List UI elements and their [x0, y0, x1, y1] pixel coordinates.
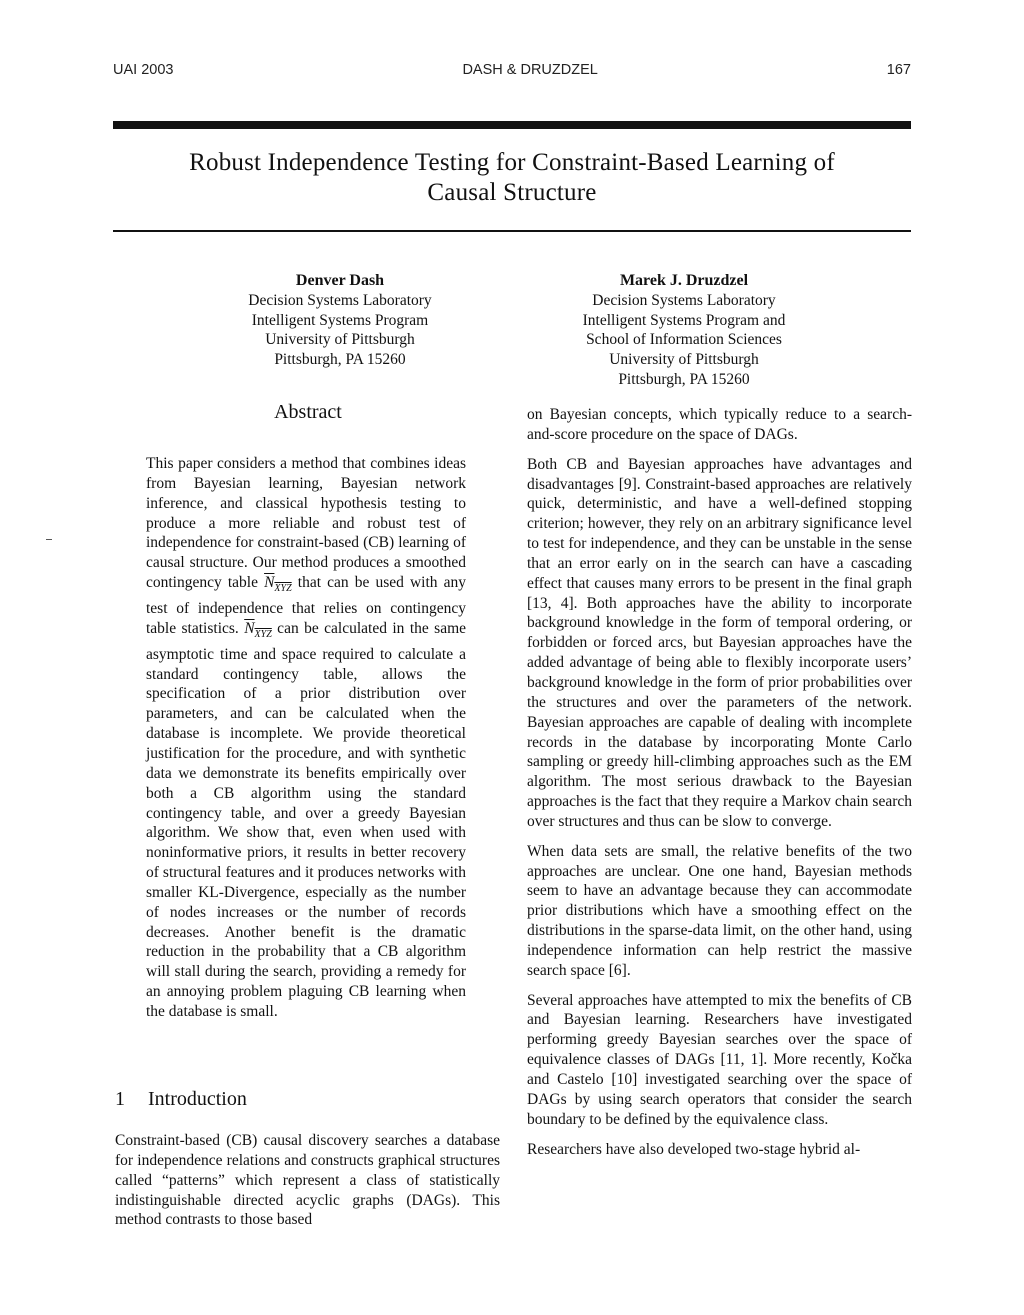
section-number: 1 [115, 1088, 125, 1110]
title-line-2: Causal Structure [427, 179, 597, 206]
author-affiliation: School of Information Sciences [586, 331, 782, 349]
paragraph: When data sets are small, the relative benefits of the two approaches are unclear. One one hand, Bayesian methods seem to have an advantage because they can accommodate prior distributions which have a smoothing effect on the distributions in the sparse-data limit, on the other hand, using independence information can help restrict the massive search space [6]. [527, 842, 912, 979]
title-line-1: Robust Independence Testing for Constraint-Based Learning of [189, 149, 835, 176]
abstract-text-part-3: can be calculated in the same asymptotic time and space required to calculate a standard contingency table, allows the specification of a prior distribution over parameters, and can be calculated when the database is incomplete. We provide theoretical justification for the procedure, and with synthetic data we demonstrate its benefits empirically over both a CB algorithm using the standard contingency table, and over a greedy Bayesian algorithm. We show that, even when used with noninformative priors, it results in better recovery of structural features and it produces networks with smaller KL-Divergence, especially as the number of nodes increases or the number of records decreases. Another benefit is the dramatic reduction in the probability that a CB algorithm will stall during the search, providing a remedy for an annoying problem plaguing CB learning when the database is small. [146, 619, 467, 1020]
top-rule [113, 121, 911, 129]
paragraph: Researchers have also developed two-stage hybrid al- [527, 1140, 861, 1158]
introduction-paragraph [115, 1131, 500, 1230]
author-affiliation: Decision Systems Laboratory [248, 291, 432, 309]
running-header [113, 62, 911, 78]
abstract-text-part-2: that can be used with any test of independence that relies on contingency table statistics. [146, 574, 466, 637]
author-affiliation: Decision Systems Laboratory [592, 291, 776, 309]
abstract-body [146, 454, 466, 1022]
paragraph: Both CB and Bayesian approaches have advantages and disadvantages [9]. Constraint-based approaches are relatively quick, deterministic, and have a well-defined stopping criterion; however, they rely on an arbitrary significance level to test for independence, and they can be unstable in the sense that an error early on in the search can have a cascading effect that causes many errors to be present in the final graph [13, 4]. Both approaches have the ability to incorporate background knowledge in the form of temporal ordering, or forbidden or forced arcs, but Bayesian approaches have the added advantage of being able to flexibly incorporate users’ background knowledge in the form of prior probabilities over the structures and over the parameters of the network. Bayesian approaches are capable of dealing with incomplete records in the database by incorporating Monte Carlo sampling or greedy hill-climbing approaches such as the EM algorithm. The most serious drawback to the Bayesian approaches is the fact that they require a Markov chain search over structures and thus can be slow to converge. [527, 455, 912, 830]
section-title: Introduction [148, 1088, 247, 1110]
header-conference: UAI 2003 [113, 62, 174, 78]
paragraph: Several approaches have attempted to mix the benefits of CB and Bayesian learning. Researchers have investigated performing greedy Bayesian searches over the space of equivalence classes of DAGs [11, 1]. More recently, Kočka and Castelo [10] investigated searching over the space of DAGs by using search operators that consider the search boundary to be defined by the equivalence class. [527, 991, 912, 1128]
author-block-dash [113, 271, 567, 370]
author-name: Denver Dash [295, 272, 385, 289]
author-affiliation: University of Pittsburgh [609, 351, 759, 369]
author-affiliation: Pittsburgh, PA 15260 [274, 351, 406, 369]
section-heading-introduction [115, 1088, 495, 1111]
title-rule [113, 230, 911, 232]
author-name: Marek J. Druzdzel [619, 272, 749, 289]
author-affiliation: University of Pittsburgh [265, 331, 415, 349]
header-page-number: 167 [886, 62, 911, 78]
paper-title [113, 148, 911, 208]
abstract-heading: Abstract [274, 401, 342, 423]
author-affiliation: Pittsburgh, PA 15260 [618, 370, 750, 388]
right-column [527, 405, 912, 1169]
math-symbol-n-xyz: $N_{XYZ}$ [264, 574, 292, 595]
math-symbol-n-xyz: $N_{XYZ}$ [244, 619, 272, 640]
author-affiliation: Intelligent Systems Program and [582, 311, 786, 329]
author-affiliation: Intelligent Systems Program [251, 311, 429, 329]
abstract-text-part-1: This paper considers a method that combines ideas from Bayesian learning, Bayesian network inference, and classical hypothesis testing to produce a more reliable and robust test of independence for constraint-based (CB) learning of causal structure. Our method produces a smoothed contingency table [146, 455, 466, 592]
header-authors: DASH & DRUZDZEL [462, 62, 598, 78]
paragraph: on Bayesian concepts, which typically reduce to a search-and-score procedure on the space of DAGs. [527, 406, 912, 443]
author-block-druzdzel [512, 271, 856, 390]
paragraph: Constraint-based (CB) causal discovery searches a database for independence relations and constructs graphical structures called “patterns” which represent a class of statistically indistinguishable directed acyclic graphs (DAGs). This method contrasts to those based [115, 1132, 500, 1229]
margin-mark [46, 539, 52, 540]
